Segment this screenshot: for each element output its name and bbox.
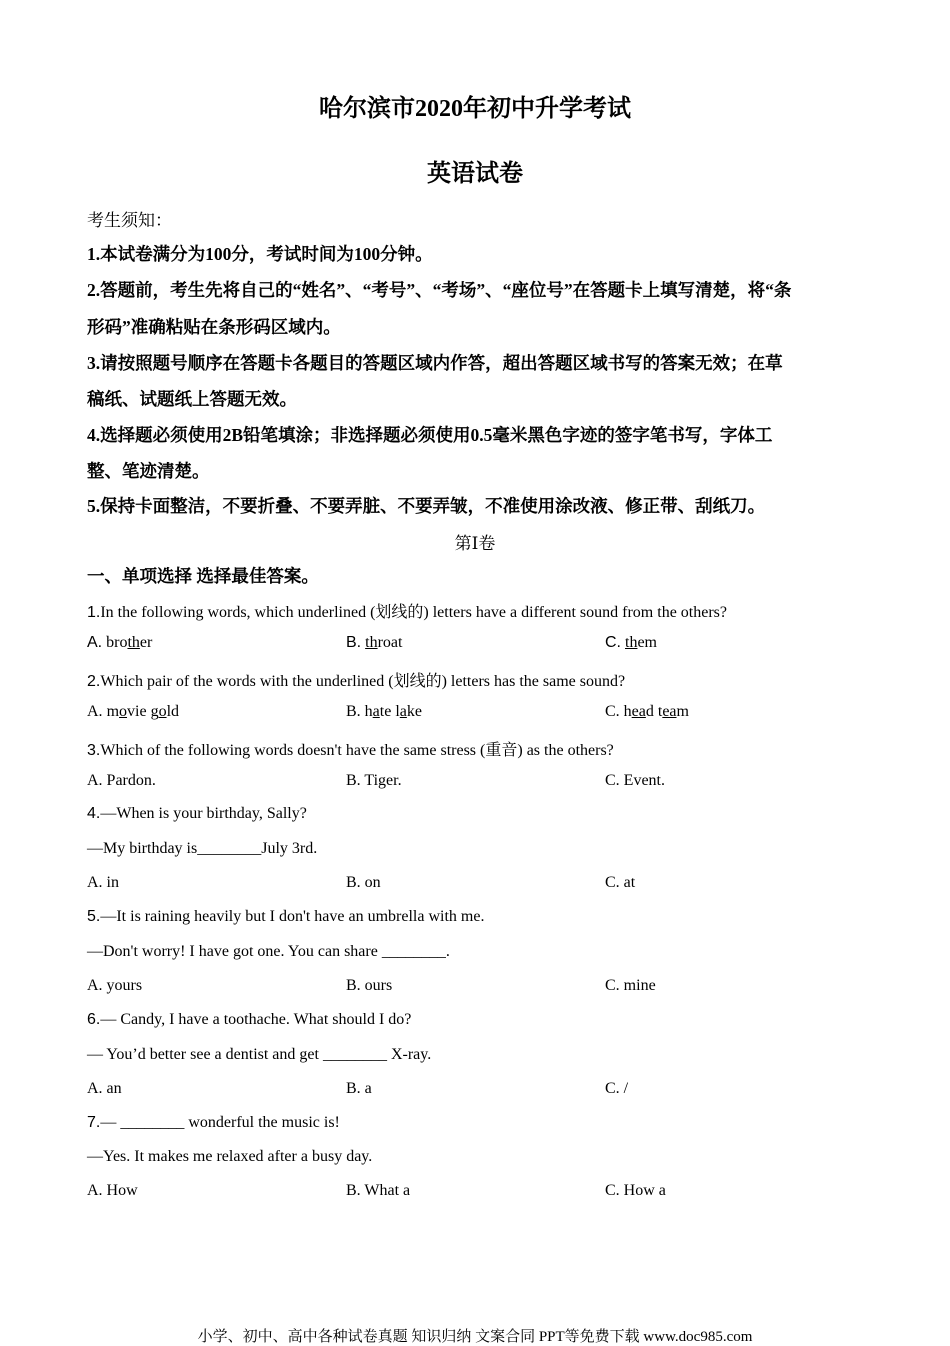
page-title: 哈尔滨市2020年初中升学考试 (319, 96, 631, 122)
notice-line: 2.答题前，考生先将自己的“姓名”、“考号”、“考场”、“座位号”在答题卡上填写清楚，将“条 (87, 280, 792, 300)
section-heading: 一、单项选择 选择最佳答案。 (87, 566, 319, 586)
option-b: B. a (346, 1080, 372, 1097)
option-b: B. Tiger. (346, 772, 402, 789)
question-line: — You’d better see a dentist and get ________ X-ray. (87, 1046, 432, 1063)
option-a: A. Pardon. (87, 772, 156, 789)
option-c: C. mine (605, 977, 656, 994)
notice-heading: 考生须知： (87, 211, 172, 230)
option-c: C. / (605, 1080, 629, 1097)
notice-line: 形码”准确粘贴在条形码区域内。 (87, 317, 341, 337)
notice-line: 整、笔迹清楚。 (87, 461, 210, 481)
option-b: B. hate lake (346, 703, 422, 720)
question-1: 1.In the following words, which underlined (划线的) letters have a different sound from the others? (87, 604, 727, 621)
question-line: —Yes. It makes me relaxed after a busy day. (87, 1148, 373, 1165)
option-a: A. in (87, 874, 119, 891)
option-a: A. movie gold (87, 703, 180, 720)
question-line: —My birthday is________July 3rd. (87, 840, 318, 857)
question-2: 2.Which pair of the words with the underlined (划线的) letters has the same sound? (87, 673, 626, 690)
option-a: A. yours (87, 977, 143, 994)
option-c: C. Event. (605, 772, 665, 789)
notice-line: 4.选择题必须使用2B铅笔填涂；非选择题必须使用0.5毫米黑色字迹的签字笔书写，字体工 (87, 425, 773, 445)
notice-line: 1.本试卷满分为100分，考试时间为100分钟。 (87, 244, 433, 264)
page-footer: 小学、初中、高中各种试卷真题 知识归纳 文案合同 PPT等免费下载 www.doc985.com (197, 1329, 753, 1345)
notice-line: 稿纸、试题纸上答题无效。 (87, 389, 297, 409)
option-a: A. brother (87, 634, 153, 651)
option-c: C. at (605, 874, 636, 891)
option-b: B. on (346, 874, 381, 891)
notice-line: 3.请按照题号顺序在答题卡各题目的答题区域内作答，超出答题区域书写的答案无效；在草 (87, 353, 783, 373)
question-3: 3.Which of the following words doesn't have the same stress (重音) as the others? (87, 742, 614, 759)
option-a: A. an (87, 1080, 122, 1097)
option-b: B. throat (346, 634, 403, 651)
option-b: B. What a (346, 1182, 411, 1199)
question-7: 7.— ________ wonderful the music is! (87, 1114, 340, 1131)
question-5: 5.—It is raining heavily but I don't have an umbrella with me. (87, 908, 485, 925)
question-4: 4.—When is your birthday, Sally? (87, 805, 307, 822)
question-6: 6.— Candy, I have a toothache. What should I do? (87, 1011, 412, 1028)
notice-line: 5.保持卡面整洁，不要折叠、不要弄脏、不要弄皱，不准使用涂改液、修正带、刮纸刀。 (87, 496, 766, 516)
option-b: B. ours (346, 977, 393, 994)
option-c: C. head team (605, 703, 689, 720)
question-line: —Don't worry! I have got one. You can share ________. (87, 943, 450, 960)
option-c: C. How a (605, 1182, 666, 1199)
page-subtitle: 英语试卷 (427, 161, 523, 187)
option-a: A. How (87, 1182, 138, 1199)
option-c: C. them (605, 634, 657, 651)
part-heading: 第Ⅰ卷 (454, 534, 496, 553)
